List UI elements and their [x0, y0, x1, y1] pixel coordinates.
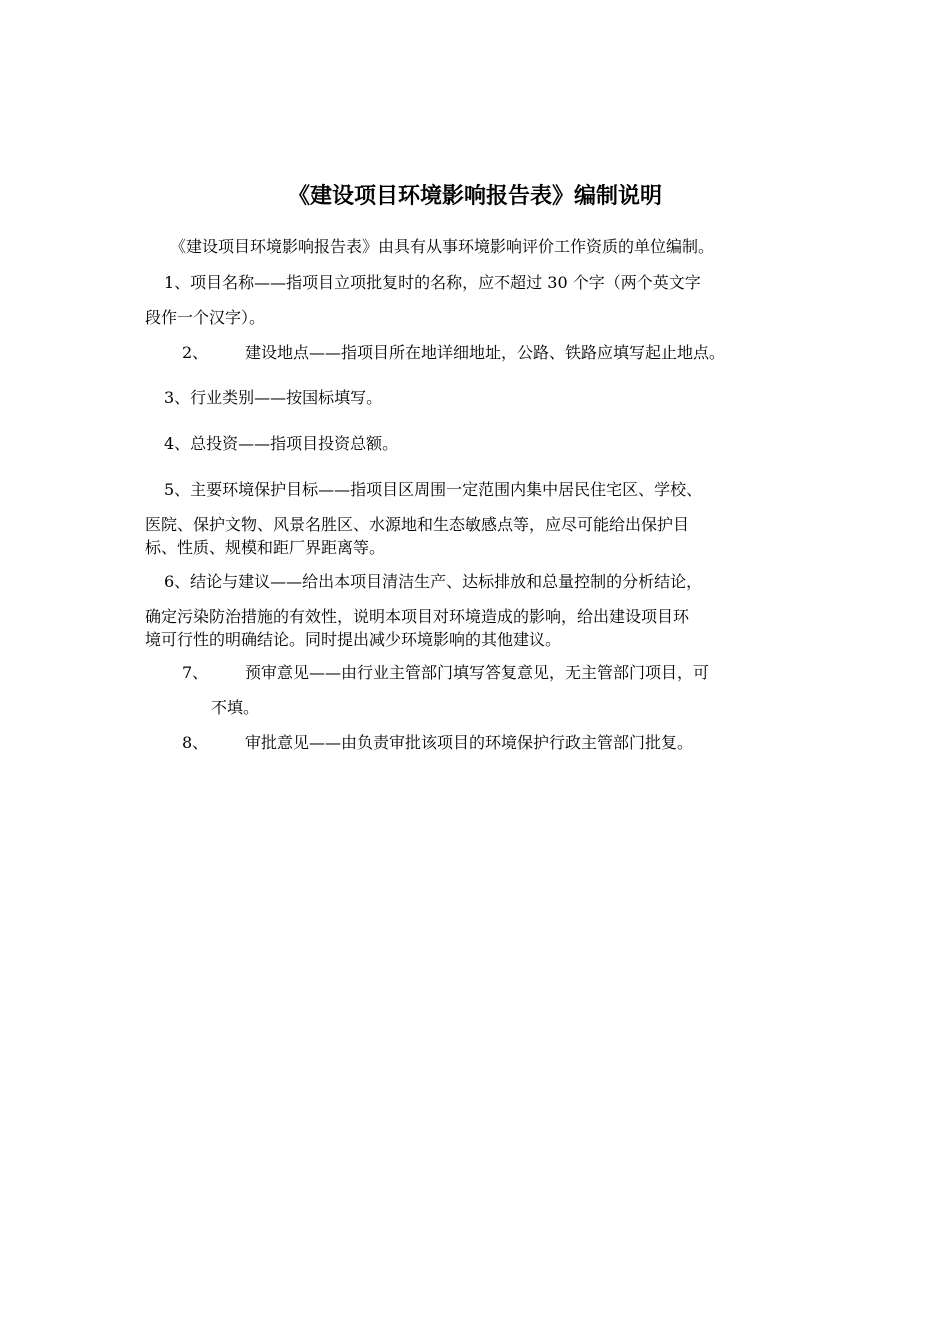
item-4-line-1: 4、总投资——指项目投资总额。: [164, 434, 399, 453]
item-8-text: 审批意见——由负责审批该项目的环境保护行政主管部门批复。: [245, 733, 694, 752]
item-5-line-2: 医院、保护文物、风景名胜区、水源地和生态敏感点等，应尽可能给出保护目: [145, 515, 690, 534]
item-5-line-3: 标、性质、规模和距厂界距离等。: [145, 538, 386, 557]
item-8-number: 8、: [182, 733, 209, 752]
item-1-line-1: 1、项目名称——指项目立项批复时的名称，应不超过 30 个字（两个英文字: [164, 273, 701, 292]
document-title: 《建设项目环境影响报告表》编制说明: [287, 184, 662, 209]
item-1-line-2: 段作一个汉字）。: [145, 308, 266, 327]
intro-paragraph: 《建设项目环境影响报告表》由具有从事环境影响评价工作资质的单位编制。: [170, 237, 715, 256]
item-2-number: 2、: [182, 343, 209, 362]
item-5-line-1: 5、主要环境保护目标——指项目区周围一定范围内集中居民住宅区、学校、: [164, 480, 703, 499]
item-7-number: 7、: [182, 663, 209, 682]
item-7-text: 预审意见——由行业主管部门填写答复意见，无主管部门项目，可: [245, 663, 710, 682]
item-6-line-3: 境可行性的明确结论。同时提出减少环境影响的其他建议。: [145, 630, 562, 649]
item-6-line-2: 确定污染防治措施的有效性，说明本项目对环境造成的影响，给出建设项目环: [145, 607, 690, 626]
item-6-line-1: 6、结论与建议——给出本项目清洁生产、达标排放和总量控制的分析结论，: [164, 572, 703, 591]
item-2-text: 建设地点——指项目所在地详细地址，公路、铁路应填写起止地点。: [245, 343, 726, 362]
item-7-continuation: 不填。: [211, 698, 260, 717]
item-3-line-1: 3、行业类别——按国标填写。: [164, 388, 383, 407]
